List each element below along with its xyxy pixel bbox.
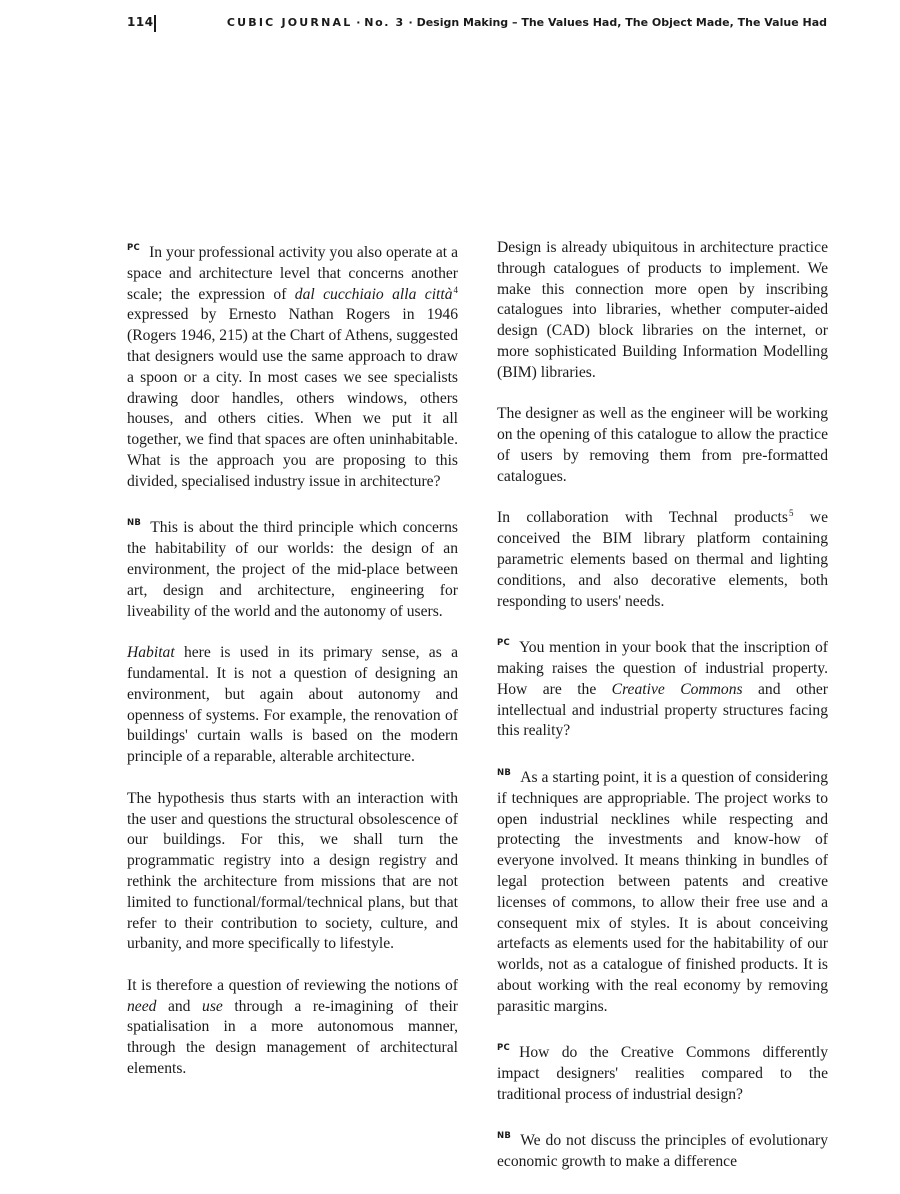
speaker-label: NB (497, 1131, 512, 1142)
header-divider (154, 15, 156, 32)
body-paragraph: Habitat here is used in its primary sense, as a fundamental. It is not a question of designing an environment, but again about autonomy and openness of systems. For example, the renovation of buildings' curtain walls is based on the modern principle of a reparable, alterable architecture. (127, 644, 458, 766)
interview-question: $^{PC}$ You mention in your book that the inscription of making raises the question of industrial property. How are the Creative Commons and other intellectual and industrial property structures facing this reality? (497, 638, 828, 740)
running-header (0, 15, 900, 35)
italic-phrase: dal cucchiaio alla città (294, 285, 453, 303)
running-title (227, 16, 827, 29)
body-paragraph: Design is already ubiquitous in architecture practice through catalogues of products to implement. We make this connection more open by inscribing catalogues into libraries, whether computer-aided design (CAD) block libraries on the internet, or more sophisticated Building Information Modelling (BIM) libraries. (497, 239, 828, 381)
body-paragraph: In collaboration with Technal products$^5$ we conceived the BIM library platform containing parametric elements based on thermal and lighting conditions, and also decorative elements, both responding to users' needs. (497, 508, 828, 610)
header-separator: · (352, 16, 365, 29)
interview-question: $^{PC}$ In your professional activity you also operate at a space and architecture level that concerns another scale; the expression of dal cucchiaio alla città$^4$ expressed by Ernesto Nathan Rogers in 1946 (Rogers 1946, 215) at the Chart of Athens, suggested that designers would use the same approach to draw a spoon or a city. In most cases we see specialists drawing door handles, others windows, others houses, and others cities. When we put it all together, we find that spaces are often uninhabitable. What is the approach you are proposing to this divided, specialised industry issue in architecture? (127, 243, 458, 490)
page-number: 114 (127, 15, 154, 29)
issue-title: Design Making – The Values Had, The Object Made, The Value Had (416, 16, 827, 29)
footnote-ref: 5 (788, 508, 794, 519)
interview-answer: $^{NB}$ As a starting point, it is a question of considering if techniques are appropriable. The project works to open industrial necklines while respecting and protecting the investments and know-how of everyone involved. It means thinking in bundles of legal protection between patents and creative licenses of commons, to allow their free use and a consequent mix of styles. It is about conceiving artefacts as elements used for the habitability of our worlds, not as a catalogue of finished products. It is about working with the real economy by removing parasitic margins. (497, 767, 828, 1015)
speaker-label: NB (127, 518, 142, 529)
issue-number: No. 3 (364, 16, 405, 29)
interview-answer: $^{NB}$ We do not discuss the principles of evolutionary economic growth to make a difference (497, 1131, 828, 1171)
body-paragraph: The designer as well as the engineer will be working on the opening of this catalogue to allow the practice of users by removing them from pre-formatted catalogues. (497, 405, 828, 485)
italic-term: Habitat (127, 644, 175, 662)
body-paragraph: It is therefore a question of reviewing the notions of need and use through a re-imagining of their spatialisation in a more autonomous manner, through the design management of architectural elements. (127, 976, 459, 1078)
italic-term: use (202, 997, 223, 1015)
journal-name: CUBIC JOURNAL (226, 16, 353, 29)
right-column (497, 238, 828, 1194)
speaker-label: NB (497, 767, 512, 778)
speaker-label: PC (497, 638, 511, 649)
speaker-label: PC (127, 243, 141, 253)
italic-term: Creative Commons (611, 680, 743, 698)
italic-term: need (127, 997, 157, 1015)
left-column (127, 238, 458, 1101)
footnote-ref: 4 (453, 284, 458, 295)
interview-question: $^{PC}$ How do the Creative Commons differently impact designers' realities compared to the traditional process of industrial design? (497, 1043, 828, 1103)
header-separator: · (404, 16, 417, 29)
body-paragraph: The hypothesis thus starts with an interaction with the user and questions the structural obsolescence of our buildings. For this, we shall turn the programmatic registry into a design registry and rethink the architecture from missions that are not limited to functional/formal/technical plans, but that refer to their contribution to society, culture, and urbanity, and more specifically to lifestyle. (127, 789, 458, 953)
speaker-label: PC (497, 1043, 511, 1054)
interview-answer: $^{NB}$ This is about the third principle which concerns the habitability of our worlds: the design of an environment, the project of the mid-place between art, design and architecture, engineering for liveability of the world and the autonomy of users. (127, 518, 458, 620)
